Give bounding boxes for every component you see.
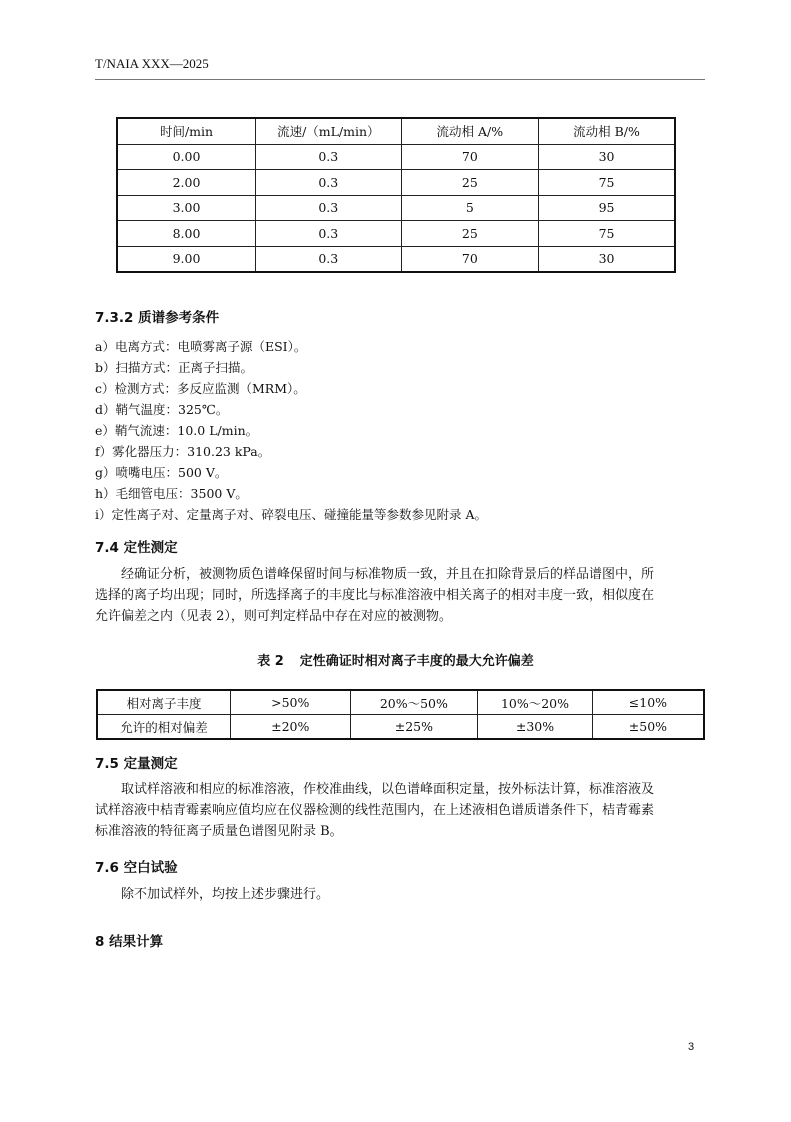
table-header-cell: 流动相 B/% [539, 118, 675, 144]
table-cell: 3.00 [117, 195, 256, 221]
table-cell: 20%～50% [350, 690, 478, 715]
table-cell: 相对离子丰度 [97, 690, 230, 715]
table-cell: 0.3 [256, 195, 402, 221]
table-row [117, 144, 675, 170]
table-header-row [117, 118, 675, 144]
list-item: f）雾化器压力：310.23 kPa。 [95, 444, 271, 459]
table-cell: 70 [401, 144, 538, 170]
table-header-cell: 流动相 A/% [401, 118, 538, 144]
section-heading-7-3-2: 7.3.2 质谱参考条件 [95, 310, 220, 326]
table-row [117, 195, 675, 221]
table-cell: 75 [539, 170, 675, 196]
list-item: h）毛细管电压：3500 V。 [95, 486, 248, 501]
table-row [117, 221, 675, 247]
paragraph-line: 经确证分析，被测物质色谱峰保留时间与标准物质一致，并且在扣除背景后的样品谱图中，所 [121, 567, 655, 582]
table-row [97, 690, 704, 715]
table-cell: 95 [539, 195, 675, 221]
paragraph-blank-test [95, 884, 707, 905]
table-cell: 25 [401, 221, 538, 247]
paragraph-line: 试样溶液中桔青霉素响应值均应在仪器检测的线性范围内，在上述液相色谱质谱条件下，桔青霉素 [95, 803, 655, 818]
paragraph-line: 选择的离子均出现；同时，所选择离子的丰度比与标准溶液中相关离子的相对丰度一致，相似度在 [95, 588, 655, 603]
table-header-cell: 时间/min [117, 118, 256, 144]
table-cell: 30 [539, 144, 675, 170]
section-heading-8: 8 结果计算 [95, 934, 164, 950]
table-row [117, 246, 675, 272]
list-item: c）检测方式：多反应监测（MRM）。 [95, 381, 306, 396]
table-cell: ≤10% [592, 690, 704, 715]
table-cell: 0.00 [117, 144, 256, 170]
deviation-table [96, 689, 705, 740]
paragraph-line: 标准溶液的特征离子质量色谱图见附录 B。 [95, 824, 343, 839]
paragraph-line: 除不加试样外，均按上述步骤进行。 [121, 887, 330, 902]
table-cell: 30 [539, 246, 675, 272]
table-cell: 0.3 [256, 144, 402, 170]
list-item: a）电离方式：电喷雾离子源（ESI）。 [95, 339, 307, 354]
list-item: b）扫描方式：正离子扫描。 [95, 360, 254, 375]
header-divider [95, 79, 705, 80]
section-heading-7-4: 7.4 定性测定 [95, 540, 178, 556]
table-row [117, 170, 675, 196]
table-cell: 10%～20% [478, 690, 593, 715]
table-cell: 8.00 [117, 221, 256, 247]
list-item: d）鞘气温度：325℃。 [95, 402, 229, 417]
table-cell: >50% [230, 690, 350, 715]
section-heading-7-6: 7.6 空白试验 [95, 860, 178, 876]
document-id: T/NAIA XXX—2025 [95, 56, 209, 71]
paragraph-line: 允许偏差之内（见表 2），则可判定样品中存在对应的被测物。 [95, 609, 452, 624]
table-cell: 0.3 [256, 221, 402, 247]
list-item: i）定性离子对、定量离子对、碎裂电压、碰撞能量等参数参见附录 A。 [95, 507, 487, 522]
table-row [97, 715, 704, 740]
table-caption [0, 650, 791, 669]
section-heading-7-5: 7.5 定量测定 [95, 756, 178, 772]
table-caption-title: 定性确证时相对离子丰度的最大允许偏差 [299, 654, 534, 669]
table-cell: 25 [401, 170, 538, 196]
paragraph-quantitative [95, 779, 707, 842]
list-item: e）鞘气流速：10.0 L/min。 [95, 423, 259, 438]
table-cell: 0.3 [256, 246, 402, 272]
page-number: 3 [688, 1041, 695, 1053]
gradient-table [116, 117, 676, 273]
table-cell: 2.00 [117, 170, 256, 196]
list-item: g）喷嘴电压：500 V。 [95, 465, 228, 480]
table-cell: ±20% [230, 715, 350, 740]
table-cell: 75 [539, 221, 675, 247]
table-cell: 0.3 [256, 170, 402, 196]
table-cell: 5 [401, 195, 538, 221]
table-cell: ±30% [478, 715, 593, 740]
table-cell: 70 [401, 246, 538, 272]
table-caption-number: 表 2 [257, 654, 284, 669]
table-cell: 允许的相对偏差 [97, 715, 230, 740]
table-cell: ±25% [350, 715, 478, 740]
table-cell: 9.00 [117, 246, 256, 272]
paragraph-qualitative [95, 564, 707, 627]
table-header-cell: 流速/（mL/min） [256, 118, 402, 144]
table-cell: ±50% [592, 715, 704, 740]
paragraph-line: 取试样溶液和相应的标准溶液，作校准曲线，以色谱峰面积定量，按外标法计算，标准溶液及 [121, 782, 655, 797]
